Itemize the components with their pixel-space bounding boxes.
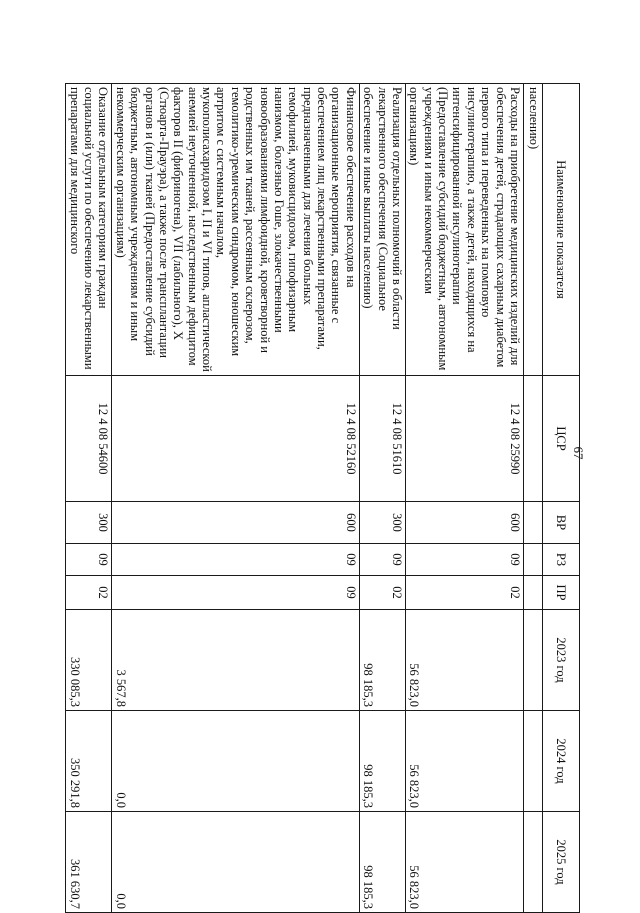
header-2023: 2023 год [543, 610, 580, 711]
row-vr: 600 [112, 502, 359, 544]
row-2023: 330 085,3 [66, 610, 112, 711]
row-2024: 98 185,3 [359, 711, 405, 812]
row-rz: 09 [406, 544, 524, 576]
header-csr: ЦСР [543, 376, 580, 502]
row-2025: 361 630,7 [66, 812, 112, 913]
row-vr: 300 [359, 502, 405, 544]
budget-table [65, 83, 580, 913]
row-rz: 09 [66, 544, 112, 576]
row-csr: 12 4 08 25990 [406, 376, 524, 502]
header-vr: ВР [543, 502, 580, 544]
row-2023: 3 567,8 [112, 610, 359, 711]
row-csr [524, 376, 543, 502]
row-vr: 300 [66, 502, 112, 544]
row-2023: 98 185,3 [359, 610, 405, 711]
header-2024: 2024 год [543, 711, 580, 812]
row-2025: 98 185,3 [359, 812, 405, 913]
row-name: Финансовое обеспечение расходов на организационные мероприятия, связанные с обеспечением лиц лекарственными препаратами, предназначенными для лечения больных гемофилией, муковисцидозом, гипофизарным нанизмом, болезнью Гоше, злокачественными новообразованиями лимфоидной, кроветворной и родственных им тканей, рассеянным склерозом, гемолитико-уремическим синдромом, юношеским артритом с системным началом, мукополисахаридозом I, II и VI типов, апластической анемией неуточненной, наследственным дефицитом факторов II (фибриногена), VII (лабильного), X (Стюарта-Прауэра), а также после трансплантации органов и (или) тканей (Предоставление субсидий бюджетным, автономным учреждениям и иным некоммерческим организациям) [112, 84, 359, 376]
row-rz [524, 544, 543, 576]
row-csr: 12 4 08 52160 [112, 376, 359, 502]
row-2024: 0,0 [112, 711, 359, 812]
row-vr: 600 [406, 502, 524, 544]
row-vr [524, 502, 543, 544]
row-pr [524, 576, 543, 610]
row-csr: 12 4 08 54600 [66, 376, 112, 502]
budget-table-container [67, 83, 580, 913]
header-pr: ПР [543, 576, 580, 610]
table-row [524, 84, 543, 913]
row-2025 [524, 812, 543, 913]
table-row [359, 84, 405, 913]
table-row [406, 84, 524, 913]
row-2025: 56 823,0 [406, 812, 524, 913]
header-rz: РЗ [543, 544, 580, 576]
row-name: Реализация отдельных полномочий в области лекарственного обеспечения (Социальное обеспечение и иные выплаты населению) [359, 84, 405, 376]
page-number: 67 [571, 446, 586, 460]
row-pr: 02 [66, 576, 112, 610]
row-2025: 0,0 [112, 812, 359, 913]
row-2024 [524, 711, 543, 812]
row-rz: 09 [359, 544, 405, 576]
table-row [66, 84, 112, 913]
row-2023 [524, 610, 543, 711]
row-2024: 56 823,0 [406, 711, 524, 812]
header-row [543, 84, 580, 913]
row-2024: 350 291,8 [66, 711, 112, 812]
row-pr: 02 [406, 576, 524, 610]
row-name: Оказание отдельным категориям граждан социальной услуги по обеспечению лекарственными препаратами для медицинского [66, 84, 112, 376]
row-pr: 09 [112, 576, 359, 610]
row-name: Расходы на приобретение медицинских изделий для обеспечения детей, страдающих сахарным диабетом первого типа и переведенных на помповую инсулинотерапию, а также детей, находящихся на интенсифицированной инсулинотерапии (Предоставление субсидий бюджетным, автономным учреждениям и иным некоммерческим организациям) [406, 84, 524, 376]
row-rz: 09 [112, 544, 359, 576]
row-csr: 12 4 08 51610 [359, 376, 405, 502]
row-2023: 56 823,0 [406, 610, 524, 711]
header-2025: 2025 год [543, 812, 580, 913]
row-name: населению) [524, 84, 543, 376]
header-name: Наименование показателя [543, 84, 580, 376]
table-row [112, 84, 359, 913]
row-pr: 02 [359, 576, 405, 610]
